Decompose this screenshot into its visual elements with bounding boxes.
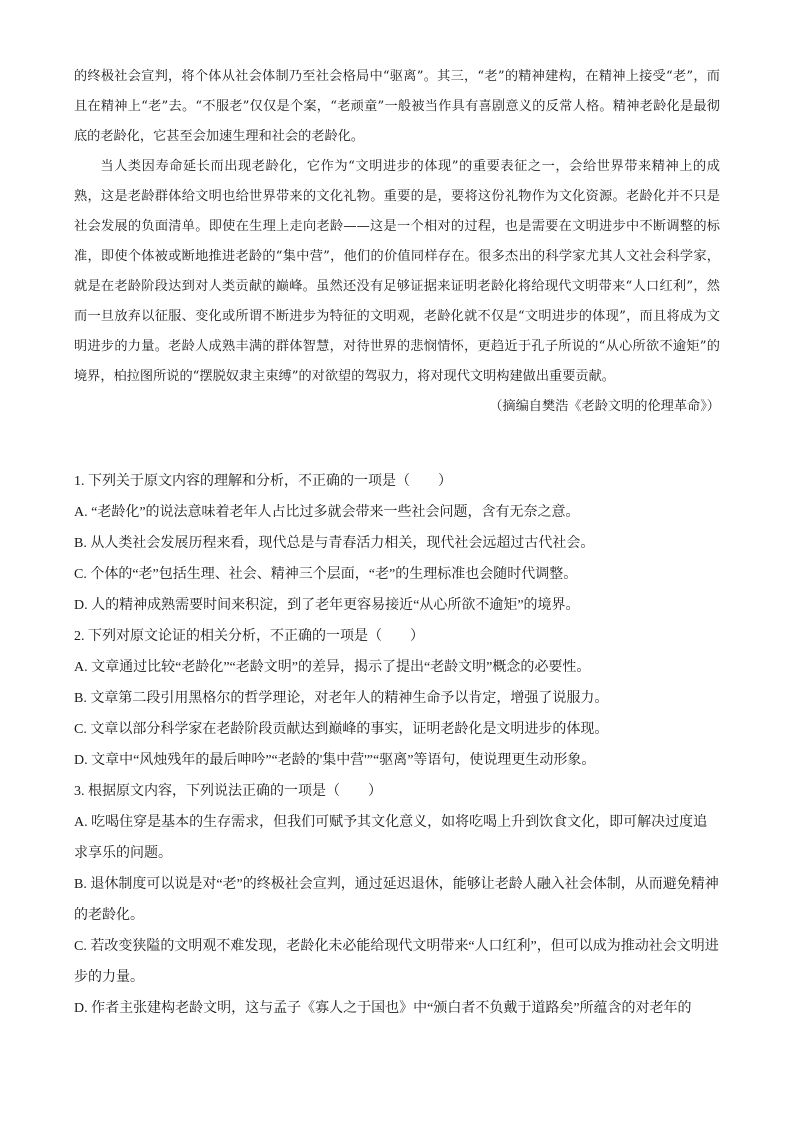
question-list — [74, 466, 720, 1024]
reading-passage — [74, 62, 720, 422]
question-option: B. 从人类社会发展历程来看，现代总是与青春活力相关，现代社会远超过古代社会。 — [74, 536, 595, 551]
passage-paragraph-1: 的终极社会宣判，将个体从社会体制乃至社会格局中“驱离”。其三，“老”的精神建构，在精神上接受“老”，而且在精神上“老”去。“不服老”仅仅是个案，“老顽童”一般被当作具有喜剧意义的反常人格。精神老龄化是最彻底的老龄化，它甚至会加速生理和社会的老龄化。 — [74, 69, 720, 144]
passage-source: （摘编自樊浩《老龄文明的伦理革命》） — [489, 399, 720, 414]
question-option: C. 个体的“老”包括生理、社会、精神三个层面，“老”的生理标准也会随时代调整。 — [74, 567, 578, 582]
question-option: B. 退休制度可以说是对“老”的终极社会宣判，通过延迟退休，能够让老龄人融入社会体制，从而避免精神的老龄化。 — [74, 877, 719, 923]
question-option: A. 文章通过比较“老龄化”“老龄文明”的差异，揭示了提出“老龄文明”概念的必要性。 — [74, 660, 591, 675]
question-2 — [74, 621, 720, 776]
question-1 — [74, 466, 720, 621]
question-option: D. 作者主张建构老龄文明，这与孟子《寡人之于国也》中“颁白者不负戴于道路矣”所蕴含的对老年的 — [74, 1001, 692, 1016]
question-option: C. 文章以部分科学家在老龄阶段贡献达到巅峰的事实，证明老龄化是文明进步的体现。 — [74, 722, 609, 737]
question-stem: 3. 根据原文内容，下列说法正确的一项是（ ） — [74, 784, 382, 799]
passage-paragraph-2: 当人类因寿命延长而出现老龄化，它作为“文明进步的体现”的重要表征之一，会给世界带来精神上的成熟，这是老龄群体给文明也给世界带来的文化礼物。重要的是，要将这份礼物作为文化资源。老龄化并不只是社会发展的负面清单。即使在生理上走向老龄——这是一个相对的过程，也是需要在文明进步中不断调整的标准，即使个体被或断地推进老龄的“集中营”，他们的价值同样存在。很多杰出的科学家尤其人文社会科学家，就是在老龄阶段达到对人类贡献的巅峰。虽然还没有足够证据来证明老龄化将给现代文明带来“人口红利”，然而一旦放弃以征服、变化或所谓不断进步为特征的文明观，老龄化就不仅是“文明进步的体现”，而且将成为文明进步的力量。老龄人成熟丰满的群体智慧，对待世界的悲悯情怀，更趋近于孔子所说的“从心所欲不逾矩”的境界，柏拉图所说的“摆脱奴隶主束缚”的对欲望的驾驭力，将对现代文明构建做出重要贡献。 — [74, 159, 720, 384]
question-option: C. 若改变狭隘的文明观不难发现，老龄化未必能给现代文明带来“人口红利”，但可以成为推动社会文明进步的力量。 — [74, 939, 719, 985]
question-option: D. 人的精神成熟需要时间来积淀，到了老年更容易接近“从心所欲不逾矩”的境界。 — [74, 598, 580, 613]
question-stem: 1. 下列关于原文内容的理解和分析，不正确的一项是（ ） — [74, 474, 452, 489]
question-3 — [74, 776, 720, 1024]
question-option: A. “老龄化”的说法意味着老年人占比过多就会带来一些社会问题，含有无奈之意。 — [74, 505, 580, 520]
question-option: D. 文章中“风烛残年的最后呻吟”“老龄的'集中营'”“驱离”等语句，使说理更生动形象。 — [74, 753, 596, 768]
question-stem: 2. 下列对原文论证的相关分析，不正确的一项是（ ） — [74, 629, 424, 644]
question-option: A. 吃喝住穿是基本的生存需求，但我们可赋予其文化意义，如将吃喝上升到饮食文化，即可解决过度追求享乐的问题。 — [74, 815, 708, 861]
question-option: B. 文章第二段引用黑格尔的哲学理论，对老年人的精神生命予以肯定，增强了说服力。 — [74, 691, 609, 706]
